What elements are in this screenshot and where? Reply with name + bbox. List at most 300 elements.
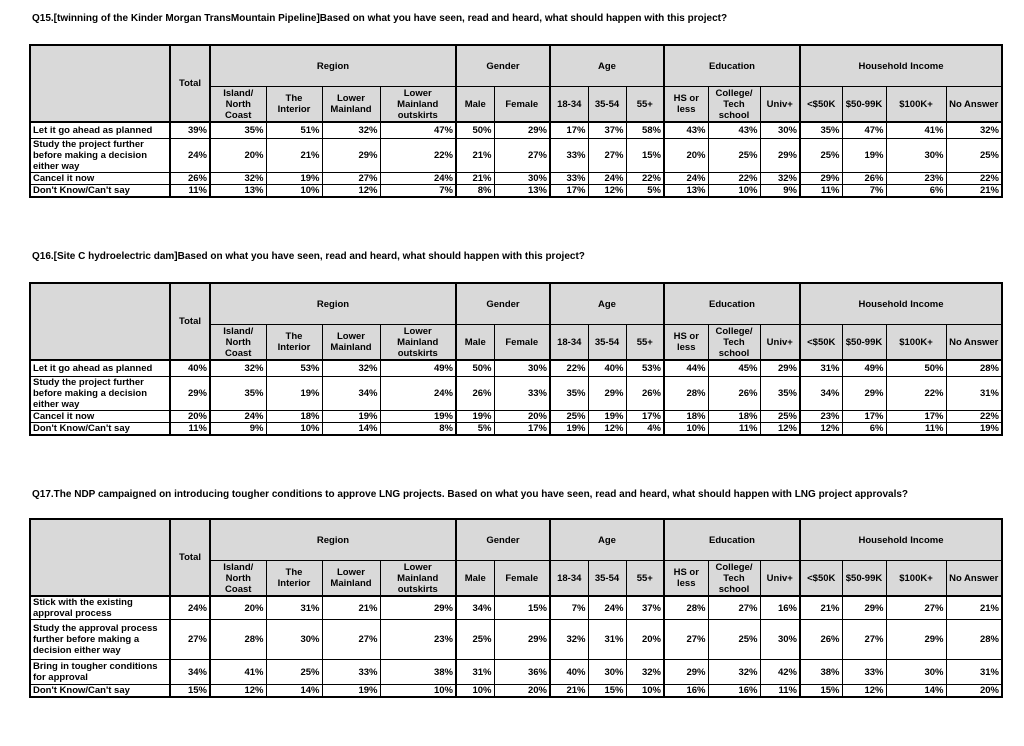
- table-cell: 22%: [708, 172, 760, 184]
- column-header-18-34: 18-34: [550, 87, 588, 123]
- table-cell: 50%: [886, 360, 946, 376]
- table-row: [30, 122, 1002, 138]
- table-cell: 19%: [550, 422, 588, 435]
- table-cell: 21%: [946, 596, 1002, 620]
- column-header-college-tech-school: College/ Tech school: [708, 325, 760, 361]
- column-header-18-34: 18-34: [550, 325, 588, 361]
- table-cell: 14%: [322, 422, 380, 435]
- group-header-region: Region: [210, 283, 456, 325]
- row-label: Don't Know/Can't say: [30, 685, 170, 698]
- column-header-100k: $100K+: [886, 87, 946, 123]
- table-cell: 50%: [456, 360, 494, 376]
- table-cell: 21%: [550, 685, 588, 698]
- group-header-gender: Gender: [456, 519, 550, 561]
- table-cell: 7%: [380, 184, 456, 197]
- column-header-50-99k: $50-99K: [842, 561, 886, 597]
- column-header-100k: $100K+: [886, 325, 946, 361]
- table-cell: 32%: [760, 172, 800, 184]
- table-cell: 16%: [760, 596, 800, 620]
- table-cell: 34%: [456, 596, 494, 620]
- table-cell: 13%: [210, 184, 266, 197]
- column-header-55: 55+: [626, 325, 664, 361]
- table-cell: 20%: [494, 410, 550, 422]
- header-corner: [30, 519, 170, 596]
- table-cell: 32%: [550, 620, 588, 660]
- table-row: [30, 410, 1002, 422]
- table-cell: 24%: [588, 172, 626, 184]
- table-cell: 42%: [760, 660, 800, 685]
- table-cell: 34%: [170, 660, 210, 685]
- table-cell: 47%: [842, 122, 886, 138]
- row-label: Bring in tougher conditions for approval: [30, 660, 170, 685]
- table-cell: 29%: [588, 376, 626, 410]
- table-cell: 47%: [380, 122, 456, 138]
- row-label: Study the project further before making a decision either way: [30, 376, 170, 410]
- table-cell: 5%: [626, 184, 664, 197]
- table-cell: 20%: [170, 410, 210, 422]
- group-header-household-income: Household Income: [800, 283, 1002, 325]
- column-header-50-99k: $50-99K: [842, 87, 886, 123]
- table-cell: 33%: [494, 376, 550, 410]
- column-header-college-tech-school: College/ Tech school: [708, 561, 760, 597]
- table-cell: 31%: [946, 376, 1002, 410]
- table-cell: 31%: [946, 660, 1002, 685]
- column-header-18-34: 18-34: [550, 561, 588, 597]
- table-cell: 32%: [946, 122, 1002, 138]
- table-cell: 41%: [210, 660, 266, 685]
- table-cell: 32%: [210, 172, 266, 184]
- table-cell: 17%: [886, 410, 946, 422]
- table-cell: 22%: [380, 138, 456, 172]
- table-cell: 21%: [946, 184, 1002, 197]
- crosstab-table: [29, 44, 1003, 198]
- column-header-50k: <$50K: [800, 561, 842, 597]
- table-cell: 31%: [800, 360, 842, 376]
- column-header-100k: $100K+: [886, 561, 946, 597]
- table-cell: 30%: [760, 122, 800, 138]
- table-cell: 12%: [842, 685, 886, 698]
- table-cell: 4%: [626, 422, 664, 435]
- table-cell: 18%: [266, 410, 322, 422]
- table-cell: 27%: [494, 138, 550, 172]
- column-header-male: Male: [456, 561, 494, 597]
- table-cell: 20%: [210, 596, 266, 620]
- table-cell: 58%: [626, 122, 664, 138]
- group-header-household-income: Household Income: [800, 45, 1002, 87]
- total-header: Total: [170, 283, 210, 360]
- table-cell: 10%: [266, 184, 322, 197]
- table-row: [30, 376, 1002, 410]
- table-cell: 49%: [380, 360, 456, 376]
- table-cell: 8%: [456, 184, 494, 197]
- table-cell: 25%: [456, 620, 494, 660]
- table-cell: 23%: [800, 410, 842, 422]
- column-header-lower-mainland: Lower Mainland: [322, 87, 380, 123]
- column-header-no-answer: No Answer: [946, 561, 1002, 597]
- table-cell: 40%: [170, 360, 210, 376]
- column-header-50-99k: $50-99K: [842, 325, 886, 361]
- table-row: [30, 422, 1002, 435]
- group-header-education: Education: [664, 283, 800, 325]
- table-cell: 6%: [886, 184, 946, 197]
- table-cell: 35%: [800, 122, 842, 138]
- table-cell: 45%: [708, 360, 760, 376]
- table-cell: 34%: [800, 376, 842, 410]
- table-cell: 35%: [210, 122, 266, 138]
- table-cell: 7%: [842, 184, 886, 197]
- table-cell: 14%: [886, 685, 946, 698]
- table-cell: 17%: [626, 410, 664, 422]
- column-header-male: Male: [456, 87, 494, 123]
- table-cell: 27%: [322, 620, 380, 660]
- table-cell: 26%: [456, 376, 494, 410]
- table-cell: 32%: [210, 360, 266, 376]
- column-header-island-north-coast: Island/ North Coast: [210, 87, 266, 123]
- table-cell: 10%: [266, 422, 322, 435]
- table-cell: 20%: [494, 685, 550, 698]
- table-cell: 11%: [170, 422, 210, 435]
- table-cell: 37%: [588, 122, 626, 138]
- table-cell: 27%: [170, 620, 210, 660]
- total-header: Total: [170, 45, 210, 122]
- column-header-the-interior: The Interior: [266, 87, 322, 123]
- table-cell: 35%: [760, 376, 800, 410]
- table-cell: 24%: [664, 172, 708, 184]
- table-cell: 12%: [322, 184, 380, 197]
- table-cell: 10%: [456, 685, 494, 698]
- table-cell: 29%: [380, 596, 456, 620]
- table-cell: 32%: [322, 122, 380, 138]
- table-cell: 25%: [946, 138, 1002, 172]
- row-label: Cancel it now: [30, 410, 170, 422]
- table-cell: 29%: [842, 596, 886, 620]
- table-cell: 12%: [210, 685, 266, 698]
- table-cell: 24%: [380, 172, 456, 184]
- column-header-35-54: 35-54: [588, 561, 626, 597]
- table-cell: 17%: [550, 184, 588, 197]
- table-cell: 20%: [210, 138, 266, 172]
- table-cell: 34%: [322, 376, 380, 410]
- table-cell: 43%: [708, 122, 760, 138]
- table-cell: 10%: [380, 685, 456, 698]
- table-cell: 20%: [664, 138, 708, 172]
- group-header-age: Age: [550, 519, 664, 561]
- table-cell: 18%: [708, 410, 760, 422]
- column-header-the-interior: The Interior: [266, 325, 322, 361]
- table-cell: 24%: [380, 376, 456, 410]
- table-cell: 32%: [322, 360, 380, 376]
- table-cell: 30%: [494, 360, 550, 376]
- table-cell: 28%: [210, 620, 266, 660]
- table-cell: 23%: [380, 620, 456, 660]
- table-cell: 22%: [550, 360, 588, 376]
- row-label: Don't Know/Can't say: [30, 422, 170, 435]
- column-header-female: Female: [494, 87, 550, 123]
- row-label: Study the project further before making a decision either way: [30, 138, 170, 172]
- column-header-univ: Univ+: [760, 325, 800, 361]
- table-cell: 25%: [708, 138, 760, 172]
- table-cell: 21%: [322, 596, 380, 620]
- table-cell: 26%: [800, 620, 842, 660]
- table-cell: 44%: [664, 360, 708, 376]
- table-cell: 19%: [946, 422, 1002, 435]
- table-cell: 9%: [210, 422, 266, 435]
- table-cell: 26%: [170, 172, 210, 184]
- table-cell: 22%: [946, 172, 1002, 184]
- table-cell: 21%: [266, 138, 322, 172]
- table-cell: 32%: [708, 660, 760, 685]
- table-cell: 29%: [494, 620, 550, 660]
- table-cell: 11%: [708, 422, 760, 435]
- table-cell: 9%: [760, 184, 800, 197]
- column-header-50k: <$50K: [800, 325, 842, 361]
- column-header-island-north-coast: Island/ North Coast: [210, 325, 266, 361]
- table-cell: 27%: [322, 172, 380, 184]
- table-cell: 22%: [626, 172, 664, 184]
- table-cell: 15%: [800, 685, 842, 698]
- column-header-hs-or-less: HS or less: [664, 325, 708, 361]
- table-cell: 43%: [664, 122, 708, 138]
- table-cell: 30%: [266, 620, 322, 660]
- table-cell: 51%: [266, 122, 322, 138]
- table-cell: 53%: [626, 360, 664, 376]
- column-header-univ: Univ+: [760, 561, 800, 597]
- table-cell: 19%: [588, 410, 626, 422]
- group-header-education: Education: [664, 519, 800, 561]
- table-cell: 28%: [664, 376, 708, 410]
- table-cell: 29%: [842, 376, 886, 410]
- table-cell: 14%: [266, 685, 322, 698]
- table-cell: 10%: [708, 184, 760, 197]
- row-label: Cancel it now: [30, 172, 170, 184]
- question-title: Q16.[Site C hydroelectric dam]Based on what you have seen, read and heard, what should happen with this project?: [32, 251, 585, 262]
- table-cell: 24%: [170, 596, 210, 620]
- column-header-no-answer: No Answer: [946, 87, 1002, 123]
- table-cell: 24%: [588, 596, 626, 620]
- table-cell: 28%: [946, 620, 1002, 660]
- table-cell: 29%: [494, 122, 550, 138]
- table-row: [30, 660, 1002, 685]
- table-cell: 11%: [170, 184, 210, 197]
- table-cell: 24%: [210, 410, 266, 422]
- table-cell: 12%: [588, 422, 626, 435]
- table-cell: 29%: [322, 138, 380, 172]
- group-header-gender: Gender: [456, 283, 550, 325]
- table-cell: 37%: [626, 596, 664, 620]
- table-cell: 15%: [626, 138, 664, 172]
- table-cell: 10%: [626, 685, 664, 698]
- table-cell: 12%: [800, 422, 842, 435]
- table-cell: 19%: [322, 685, 380, 698]
- table-cell: 11%: [800, 184, 842, 197]
- table-row: [30, 685, 1002, 698]
- table-cell: 30%: [588, 660, 626, 685]
- table-cell: 5%: [456, 422, 494, 435]
- table-cell: 33%: [322, 660, 380, 685]
- table-cell: 19%: [322, 410, 380, 422]
- table-cell: 25%: [800, 138, 842, 172]
- table-cell: 7%: [550, 596, 588, 620]
- table-cell: 29%: [886, 620, 946, 660]
- column-header-female: Female: [494, 325, 550, 361]
- table-cell: 26%: [626, 376, 664, 410]
- table-cell: 53%: [266, 360, 322, 376]
- table-cell: 29%: [664, 660, 708, 685]
- column-header-island-north-coast: Island/ North Coast: [210, 561, 266, 597]
- table-cell: 29%: [800, 172, 842, 184]
- table-cell: 11%: [886, 422, 946, 435]
- table-cell: 38%: [380, 660, 456, 685]
- table-cell: 20%: [626, 620, 664, 660]
- group-header-region: Region: [210, 519, 456, 561]
- table-cell: 27%: [588, 138, 626, 172]
- table-cell: 39%: [170, 122, 210, 138]
- table-row: [30, 596, 1002, 620]
- table-cell: 19%: [842, 138, 886, 172]
- table-cell: 31%: [266, 596, 322, 620]
- table-cell: 12%: [760, 422, 800, 435]
- column-header-lower-mainland: Lower Mainland: [322, 325, 380, 361]
- table-cell: 25%: [708, 620, 760, 660]
- question-title: Q17.The NDP campaigned on introducing tougher conditions to approve LNG projects. Based on what you have seen, read and heard, what should happen with LNG project approvals?: [32, 489, 909, 500]
- table-cell: 19%: [266, 172, 322, 184]
- row-label: Don't Know/Can't say: [30, 184, 170, 197]
- table-cell: 27%: [664, 620, 708, 660]
- table-cell: 20%: [946, 685, 1002, 698]
- group-header-region: Region: [210, 45, 456, 87]
- table-cell: 26%: [842, 172, 886, 184]
- table-cell: 13%: [494, 184, 550, 197]
- question-title: Q15.[twinning of the Kinder Morgan TransMountain Pipeline]Based on what you have seen, read and heard, what should happen with this project?: [32, 13, 728, 24]
- table-cell: 19%: [266, 376, 322, 410]
- table-cell: 31%: [588, 620, 626, 660]
- table-cell: 19%: [456, 410, 494, 422]
- group-header-education: Education: [664, 45, 800, 87]
- table-cell: 15%: [170, 685, 210, 698]
- table-cell: 49%: [842, 360, 886, 376]
- table-cell: 21%: [456, 138, 494, 172]
- table-cell: 41%: [886, 122, 946, 138]
- table-cell: 50%: [456, 122, 494, 138]
- total-header: Total: [170, 519, 210, 596]
- group-header-gender: Gender: [456, 45, 550, 87]
- header-corner: [30, 283, 170, 360]
- table-cell: 26%: [708, 376, 760, 410]
- table-cell: 30%: [494, 172, 550, 184]
- table-row: [30, 138, 1002, 172]
- column-header-50k: <$50K: [800, 87, 842, 123]
- table-cell: 29%: [170, 376, 210, 410]
- table-cell: 36%: [494, 660, 550, 685]
- table-cell: 33%: [550, 138, 588, 172]
- table-cell: 16%: [708, 685, 760, 698]
- table-row: [30, 184, 1002, 197]
- table-cell: 19%: [380, 410, 456, 422]
- table-cell: 32%: [626, 660, 664, 685]
- row-label: Let it go ahead as planned: [30, 360, 170, 376]
- table-cell: 21%: [800, 596, 842, 620]
- table-cell: 16%: [664, 685, 708, 698]
- table-cell: 25%: [550, 410, 588, 422]
- table-cell: 22%: [946, 410, 1002, 422]
- table-cell: 13%: [664, 184, 708, 197]
- group-header-age: Age: [550, 283, 664, 325]
- column-header-hs-or-less: HS or less: [664, 87, 708, 123]
- table-cell: 10%: [664, 422, 708, 435]
- table-cell: 35%: [210, 376, 266, 410]
- table-cell: 35%: [550, 376, 588, 410]
- table-cell: 33%: [842, 660, 886, 685]
- table-cell: 40%: [588, 360, 626, 376]
- column-header-35-54: 35-54: [588, 325, 626, 361]
- column-header-univ: Univ+: [760, 87, 800, 123]
- column-header-55: 55+: [626, 87, 664, 123]
- table-cell: 27%: [842, 620, 886, 660]
- column-header-lower-mainland-outskirts: Lower Mainland outskirts: [380, 325, 456, 361]
- column-header-lower-mainland: Lower Mainland: [322, 561, 380, 597]
- row-label: Let it go ahead as planned: [30, 122, 170, 138]
- column-header-college-tech-school: College/ Tech school: [708, 87, 760, 123]
- column-header-female: Female: [494, 561, 550, 597]
- column-header-the-interior: The Interior: [266, 561, 322, 597]
- table-cell: 11%: [760, 685, 800, 698]
- table-cell: 17%: [842, 410, 886, 422]
- table-cell: 31%: [456, 660, 494, 685]
- table-cell: 27%: [708, 596, 760, 620]
- table-cell: 17%: [494, 422, 550, 435]
- table-row: [30, 360, 1002, 376]
- table-cell: 22%: [886, 376, 946, 410]
- table-cell: 15%: [588, 685, 626, 698]
- table-cell: 40%: [550, 660, 588, 685]
- table-cell: 29%: [760, 138, 800, 172]
- row-label: Stick with the existing approval process: [30, 596, 170, 620]
- column-header-lower-mainland-outskirts: Lower Mainland outskirts: [380, 87, 456, 123]
- group-header-household-income: Household Income: [800, 519, 1002, 561]
- table-row: [30, 172, 1002, 184]
- table-cell: 21%: [456, 172, 494, 184]
- table-row: [30, 620, 1002, 660]
- table-cell: 30%: [760, 620, 800, 660]
- table-cell: 38%: [800, 660, 842, 685]
- table-cell: 8%: [380, 422, 456, 435]
- group-header-age: Age: [550, 45, 664, 87]
- table-cell: 17%: [550, 122, 588, 138]
- header-corner: [30, 45, 170, 122]
- table-cell: 25%: [266, 660, 322, 685]
- crosstab-table: [29, 518, 1003, 698]
- column-header-hs-or-less: HS or less: [664, 561, 708, 597]
- crosstab-table: [29, 282, 1003, 436]
- table-cell: 6%: [842, 422, 886, 435]
- table-cell: 27%: [886, 596, 946, 620]
- table-cell: 30%: [886, 660, 946, 685]
- table-cell: 28%: [664, 596, 708, 620]
- table-cell: 28%: [946, 360, 1002, 376]
- table-cell: 29%: [760, 360, 800, 376]
- table-cell: 12%: [588, 184, 626, 197]
- table-cell: 23%: [886, 172, 946, 184]
- table-cell: 30%: [886, 138, 946, 172]
- table-cell: 15%: [494, 596, 550, 620]
- table-cell: 18%: [664, 410, 708, 422]
- column-header-35-54: 35-54: [588, 87, 626, 123]
- column-header-lower-mainland-outskirts: Lower Mainland outskirts: [380, 561, 456, 597]
- column-header-55: 55+: [626, 561, 664, 597]
- table-cell: 25%: [760, 410, 800, 422]
- table-cell: 33%: [550, 172, 588, 184]
- table-cell: 24%: [170, 138, 210, 172]
